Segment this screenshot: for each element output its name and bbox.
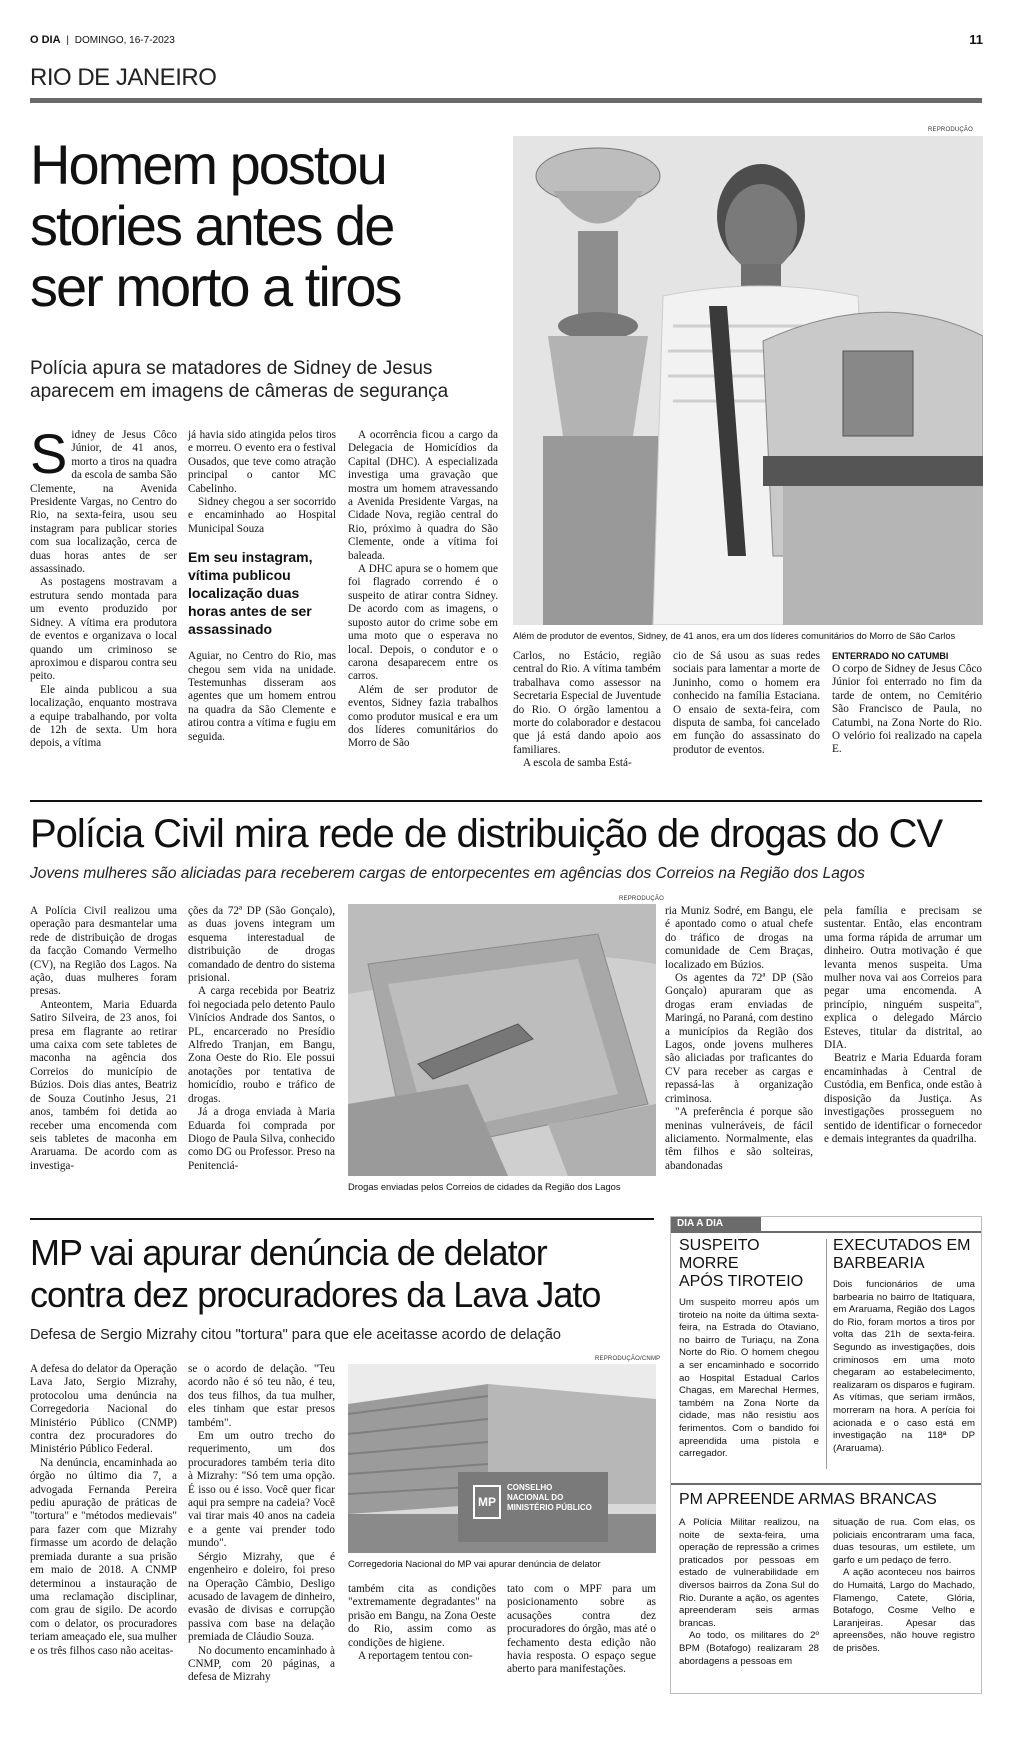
story1-col5 xyxy=(673,650,820,757)
dia-a-dia-top-bar xyxy=(671,1231,981,1233)
paragraph: Além de ser produtor de eventos, Sidney fazia trabalhos como produtor musical e era um dos líderes comunitários do Morro de São xyxy=(348,683,498,750)
story2-caption: Drogas enviadas pelos Correios de cidades da Região dos Lagos xyxy=(348,1181,621,1192)
story1-headline-line: ser morto a tiros xyxy=(30,255,401,318)
page-number: 11 xyxy=(969,32,983,47)
story3-caption: Corregedoria Nacional do MP vai apurar denúncia de delator xyxy=(348,1558,601,1569)
story2-col3 xyxy=(665,905,813,1173)
story3-subhead: Defesa de Sergio Mizrahy citou "tortura" para que ele aceitasse acordo de delação xyxy=(30,1327,561,1343)
paragraph: já havia sido atingida pelos tiros e morreu. O evento era o festival Ousados, que teve como atração principal o cantor MC Cabelinho. xyxy=(188,429,336,495)
story3-col4 xyxy=(507,1583,656,1677)
brief-text xyxy=(679,1517,819,1668)
paragraph: Na denúncia, encaminhada ao órgão no último dia 7, a advogada Fernanda Pereira pediu apuração de práticas de "tortura" e "métodos medievais" para fazer com que Mizrahy firmasse um acordo de delação premiada durante a sua prisão em maio de 2018. A CNMP determinou a instauração de uma reclamação disciplinar, com grau de sigilo. De acordo com o delator, os procuradores teriam ameaçado ele, sua mulher e os três filhos caso não aceitas- xyxy=(30,1456,177,1657)
story2-col2 xyxy=(188,905,335,1173)
story1-headline-line: Homem postou xyxy=(30,133,386,196)
sign-line: MINISTÉRIO PÚBLICO xyxy=(507,1503,592,1512)
brief-title xyxy=(833,1237,975,1273)
story3-headline xyxy=(30,1232,660,1316)
story-divider xyxy=(30,1218,654,1220)
story1-photo xyxy=(513,136,983,625)
story1-col2 xyxy=(188,429,336,744)
news-brief xyxy=(833,1237,975,1455)
paragraph: Ao todo, os militares do 2º BPM (Botafogo) realizaram 28 abordagens a pessoas em xyxy=(679,1630,819,1667)
brief-title-line: EXECUTADOS EM xyxy=(833,1237,971,1254)
brief-section-divider xyxy=(671,1483,981,1485)
paragraph: Já a droga enviada à Maria Eduarda foi comprada por Diogo de Paula Silva, conhecido como DG ou Professor. Preso na Penitenciá- xyxy=(188,1106,335,1172)
story1-col6 xyxy=(832,650,982,757)
story-divider xyxy=(30,800,982,802)
dia-a-dia-box xyxy=(670,1216,982,1694)
story3-headline-line: MP vai apurar denúncia de delator xyxy=(30,1232,547,1273)
story2-col4 xyxy=(824,905,982,1146)
dia-a-dia-label: DIA A DIA xyxy=(671,1217,761,1231)
brief-title xyxy=(679,1237,819,1291)
paragraph: A DHC apura se o homem que foi flagrado correndo é o suspeito de atirar contra Sidney. De acordo com as imagens, o suposto autor do crime sobe em uma moto que o esperava no local. Depois, o condutor e o carona desaparecem entre os carros. xyxy=(348,563,498,683)
paragraph: "A preferência é porque são meninas vulneráveis, de fácil aliciamento. Normalmente, elas têm filhos e são solteiras, abandonadas xyxy=(665,1106,813,1172)
cnmp-sign-text xyxy=(507,1483,592,1513)
story1-subhead xyxy=(30,357,520,403)
paragraph: Sérgio Mizrahy, que é engenheiro e doleiro, foi preso na Operação Câmbio, Desligo acusado de lavagem de dinheiro, evasão de divisas e corrupção passiva com base na delação premiada de Cláudio Souza. xyxy=(188,1550,335,1644)
story1-col4 xyxy=(513,650,661,771)
story1-kicker: ENTERRADO NO CATUMBI xyxy=(832,651,949,661)
paragraph: A defesa do delator da Operação Lava Jato, Sergio Mizrahy, protocolou uma denúncia na Corregedoria Nacional do Ministério Público (CNMP) contra dez procuradores do Ministério Público Federal. xyxy=(30,1363,177,1456)
paragraph: Sidney chegou a ser socorrido e encaminhado ao Hospital Municipal Souza xyxy=(188,496,336,535)
story1-headline xyxy=(30,134,510,317)
story1-subhead-line: Polícia apura se matadores de Sidney de Jesus xyxy=(30,358,433,379)
brief-title: PM APREENDE ARMAS BRANCAS xyxy=(679,1491,937,1508)
story2-photo-credit: REPRODUÇÃO xyxy=(619,896,665,902)
story2-headline: Polícia Civil mira rede de distribuição de drogas do CV xyxy=(30,812,943,856)
masthead-separator: | xyxy=(66,35,69,46)
story3-photo xyxy=(348,1364,656,1553)
paragraph: Em um outro trecho do requerimento, um dos procuradores também teria dito à Mizrahy: "Só tem uma opção. É isso ou é isso. Você quer ficar aqui pra sempre na cadeia? Você vai tirar mais 40 anos na cadeia e a gente vai prender todo mundo". xyxy=(188,1430,335,1550)
story1-pullquote: Em seu instagram, vítima publicou localização duas horas antes de ser assassinado xyxy=(188,549,313,638)
paragraph: ções da 72ª DP (São Gonçalo), as duas jovens integram um esquema interestadual de distribuição de drogas comandado de dentro do sistema prisional. xyxy=(188,905,335,985)
paragraph: A Polícia Civil realizou uma operação para desmantelar uma rede de distribuição de drogas da facção Comando Vermelho (CV), na Região dos Lagos. Na ação, duas mulheres foram presas. xyxy=(30,905,177,998)
masthead-brand: O DIA xyxy=(30,34,61,46)
sign-line: CONSELHO xyxy=(507,1483,553,1492)
brief-title-line: SUSPEITO MORRE xyxy=(679,1237,760,1272)
sign-line: NACIONAL DO xyxy=(507,1493,564,1502)
brief-text: Dois funcionários de uma barbearia no bairro de Itatiquara, em Araruama, Região dos Lagos do Rio, foram mortos a tiros por volta das 21h de sexta-feira. Segundo as investigações, dois criminosos em uma moto chegaram ao estabelecimento, realizaram os disparos e fugiram. As vítimas, que seriam irmãos, morreram na hora. A perícia foi acionada e o caso está em investigação na 118ª DP (Araruama). xyxy=(833,1279,975,1454)
paragraph: tato com o MPF para um posicionamento sobre as acusações contra dez procuradores do órgão, mas até o fechamento desta edição não havia resposta. O espaço segue aberto para manifestações. xyxy=(507,1583,656,1676)
brief-title-line: APÓS TIROTEIO xyxy=(679,1273,804,1290)
paragraph: A ocorrência ficou a cargo da Delegacia de Homicídios da Capital (DHC). A especializada investiga uma gravação que mostra um homem atravessando a Avenida Presidente Vargas, na Cidade Nova, região central do Rio, próximo à quadra do São Clemente, onde a vítima foi baleada. xyxy=(348,429,498,562)
story1-col1 xyxy=(30,422,177,751)
paragraph: Carlos, no Estácio, região central do Rio. A vítima também trabalhava como assessor na Secretaria Especial de Juventude do Rio. O órgão lamentou a morte do colaborador e destacou que já está dando apoio aos familiares. xyxy=(513,650,661,756)
paragraph: pela família e precisam se sustentar. Então, elas encontram uma forma rápida de arrumar um dinheiro. Outra motivação é que levanta menos suspeita. Uma mulher nova vai aos Correios para pegar uma encomenda. A princípio, ninguém suspeita", explica o delegado Márcio Esteves, titular da distrital, ao DIA. xyxy=(824,905,982,1052)
paragraph: Os agentes da 72ª DP (São Gonçalo) apuraram que as drogas eram enviadas de Maringá, no Paraná, com destino a municípios da Região dos Lagos, onde jovens mulheres são aliciadas por traficantes do CV para receber as cargas e repassá-las à organização criminosa. xyxy=(665,972,813,1105)
paragraph: O corpo de Sidney de Jesus Côco Júnior foi enterrado no fim da tarde de ontem, no Cemitério São Francisco de Paula, no Catumbi, na Zona Norte do Rio. O velório foi realizado na capela E. xyxy=(832,663,982,756)
drug-packages-image xyxy=(348,904,656,1176)
story3-headline-line: contra dez procuradores da Lava Jato xyxy=(30,1274,601,1315)
story1-photo-credit: REPRODUÇÃO xyxy=(928,127,974,133)
brief-title-line: BARBEARIA xyxy=(833,1255,925,1272)
news-brief xyxy=(679,1237,819,1461)
story3-col1 xyxy=(30,1363,177,1658)
paragraph: A carga recebida por Beatriz foi negociada pelo detento Paulo Vinícios Andrade dos Santos, o PL, encarcerado no Presídio Alfredo Tranjan, em Bangu, Zona Oeste do Rio. Ele possui anotações por tentativa de homicídio, roubo e tráfico de drogas. xyxy=(188,985,335,1105)
masthead-date: DOMINGO, 16-7-2023 xyxy=(74,35,175,46)
mp-logo: MP xyxy=(473,1485,501,1519)
story1-subhead-line: aparecem em imagens de câmeras de segurança xyxy=(30,381,449,402)
story1-caption: Além de produtor de eventos, Sidney, de 41 anos, era um dos líderes comunitários do Morro de São Carlos xyxy=(513,631,956,641)
paragraph: ria Muniz Sodré, em Bangu, ele é apontado como o atual chefe do tráfico de drogas na comunidade de Cem Braças, localizado em Búzios. xyxy=(665,905,813,971)
paragraph: cio de Sá usou as suas redes sociais para lamentar a morte de Juninho, como o homem era conhecido na família Estaciana. O ensaio de sexta-feira, com disputa de samba, foi cancelado em função do assassinato do produtor de eventos. xyxy=(673,650,820,756)
paragraph: situação de rua. Com elas, os policiais encontraram uma faca, duas tesouras, um estilete, um garfo e um pedaço de ferro. xyxy=(833,1517,975,1566)
story1-col3 xyxy=(348,429,498,751)
story2-subhead: Jovens mulheres são aliciadas para receberem cargas de entorpecentes em agências dos Correios na Região dos Lagos xyxy=(30,865,865,882)
paragraph: se o acordo de delação. "Teu acordo não é só teu não, é teu, dos teus filhos, da tua mulher, eles tinham que estar presos também". xyxy=(188,1363,335,1429)
paragraph: As postagens mostravam a estrutura sendo montada para um evento produzido por Sidney. A vítima era produtora de eventos e organizava o local quando um criminoso se aproximou e disparou contra seu peito. xyxy=(30,576,177,683)
paragraph: Ele ainda publicou a sua localização, enquanto mostrava a equipe trabalhando, por volta de 12h de sexta. Um hora depois, a vítima xyxy=(30,683,177,750)
section-rule xyxy=(30,98,982,103)
paragraph: também cita as condições "extremamente degradantes" na prisão em Bangu, na Zona Oeste do Rio, assim como as condições de higiene. xyxy=(348,1583,496,1649)
paragraph: A ação aconteceu nos bairros do Humaitá, Largo do Machado, Flamengo, Catete, Glória, Botafogo, Cosme Velho e Laranjeiras. Apesar das apreensões, não houve registro de prisões. xyxy=(833,1567,975,1654)
trophies-and-man-image xyxy=(513,136,983,625)
paragraph: Beatriz e Maria Eduarda foram encaminhadas à Central de Custódia, em Benfica, onde estão à disposição da Justiça. As investigações prosseguem no sentido de identificar o fornecedor e demais integrantes da quadrilha. xyxy=(824,1052,982,1145)
masthead xyxy=(30,34,985,50)
paragraph: A escola de samba Está- xyxy=(523,757,632,770)
paragraph: idney de Jesus Côco Júnior, de 41 anos, morto a tiros na quadra da escola de samba São Clemente, na Avenida Presidente Vargas, no Centro do Rio, na sexta-feira, usou seu instagram para publicar stories com sua localização, cerca de duas horas antes de ser assassinado. xyxy=(30,429,177,576)
paragraph: Anteontem, Maria Eduarda Satiro Silveira, de 23 anos, foi presa em flagrante ao retirar uma caixa com sete tabletes de maconha na agência dos Correios do município de Búzios. Dois dias antes, Beatriz de Souza Coutinho Jesus, 21 anos, também foi detida ao receber uma encomenda com seis tabletes de maconha em Araruama. De acordo com as investiga- xyxy=(30,998,177,1172)
story1-dropcap: S xyxy=(30,422,68,485)
paragraph: Aguiar, no Centro do Rio, mas chegou sem vida na unidade. Testemunhas disseram aos agentes que um homem entrou na quadra da São Clemente e atirou contra a vítima e fugiu em seguida. xyxy=(188,650,336,743)
section-title: RIO DE JANEIRO xyxy=(30,64,217,91)
story2-col1 xyxy=(30,905,177,1173)
paragraph: A reportagem tentou con- xyxy=(358,1650,473,1663)
brief-text xyxy=(833,1517,975,1656)
story3-col2 xyxy=(188,1363,335,1685)
cnmp-sign xyxy=(473,1479,603,1534)
paragraph: No documento encaminhado à CNMP, com 20 páginas, a defesa de Mizrahy xyxy=(188,1644,335,1684)
story2-photo xyxy=(348,904,656,1176)
brief-divider xyxy=(826,1239,827,1469)
story1-headline-line: stories antes de xyxy=(30,194,394,257)
brief-text: Um suspeito morreu após um tiroteio na noite da última sexta-feira, na Estrada do Otaviano, no bairro de Turiaçu, na Zona Norte do Rio. O homem chegou a ser encaminhado e socorrido ao Hospital Estadual Carlos Chagas, em Marechal Hermes, também na Zona Norte da cidade, mas não resistiu aos ferimentos. Com o bandido foi apreendida uma pistola e carregador. xyxy=(679,1297,819,1460)
story3-col3 xyxy=(348,1583,496,1663)
story3-photo-credit: REPRODUÇÃO/CNMP xyxy=(595,1356,661,1362)
paragraph: A Polícia Militar realizou, na noite de sexta-feira, uma operação de repressão a crimes praticados por pessoas em estado de vulnerabilidade em diversos bairros da Zona Sul do Rio. Durante a ação, os agentes apreenderam seis armas brancas. xyxy=(679,1517,819,1629)
